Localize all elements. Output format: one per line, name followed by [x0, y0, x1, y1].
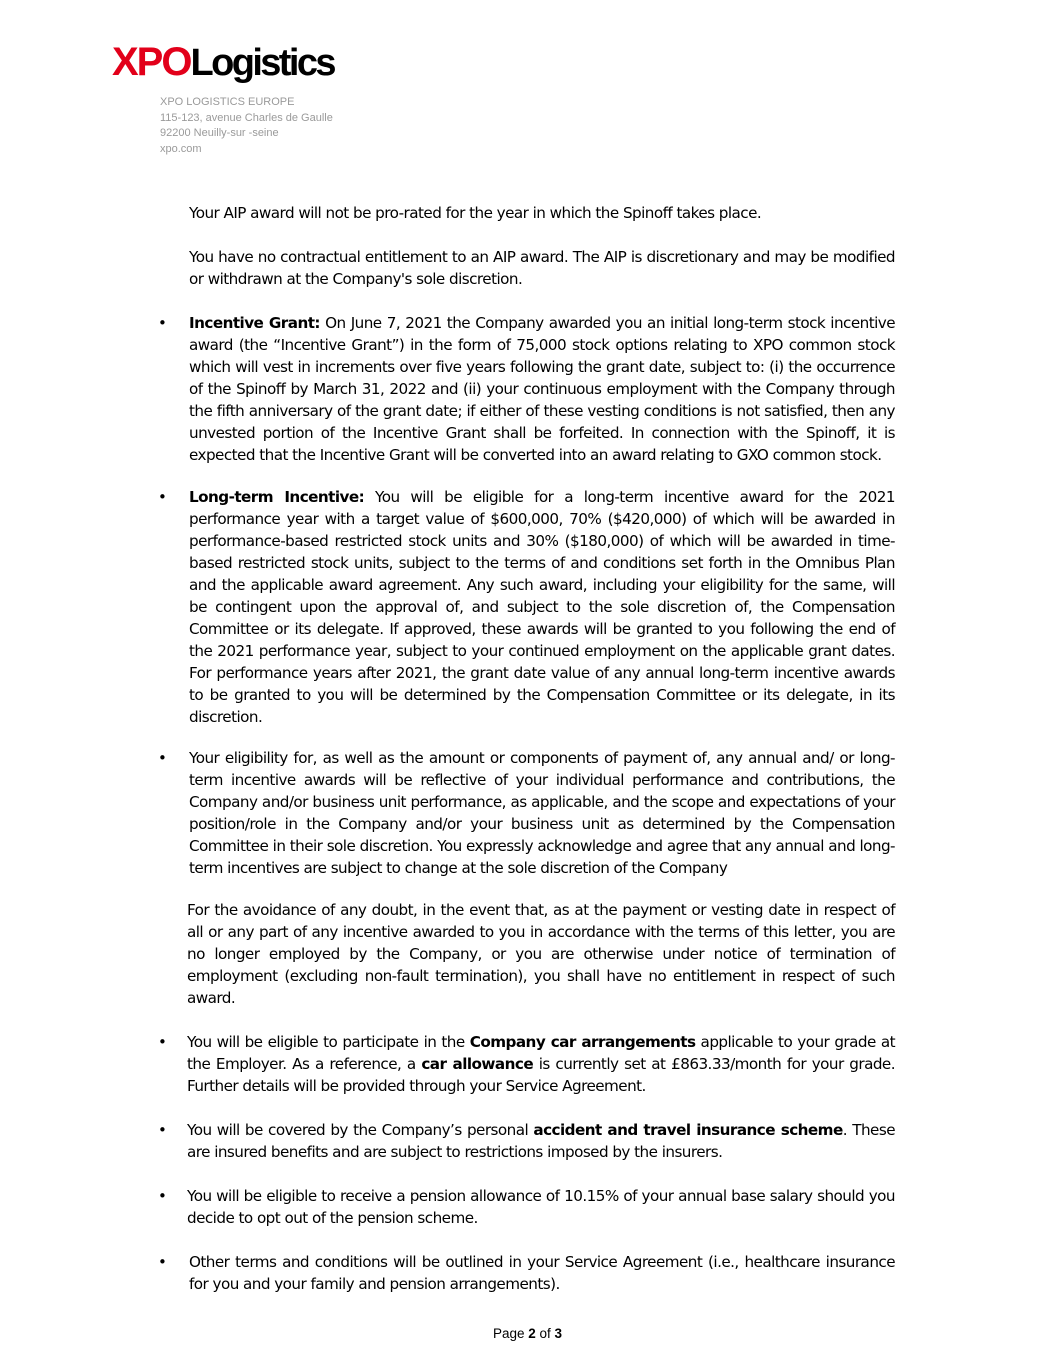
- bullet: •: [158, 1033, 167, 1051]
- logo-xpo: XPO: [112, 40, 191, 84]
- insurance-text-2: . These are insured benefits and are subject to restrictions imposed by the insurers.: [187, 1121, 895, 1161]
- car-text-1: You will be eligible to participate in the: [187, 1033, 470, 1051]
- incentive-grant-item: [189, 312, 895, 466]
- page-label: Page: [492, 1326, 529, 1341]
- address-line-2: 115-123, avenue Charles de Gaulle: [160, 111, 333, 124]
- car-text-3: is currently set at £863.33/month for your grade. Further details will be provided through your Service Agreement.: [187, 1055, 895, 1095]
- aip-entitlement-paragraph: You have no contractual entitlement to an AIP award. The AIP is discretionary and may be modified or withdrawn at the Company's sole discretion.: [189, 248, 895, 288]
- address-line-1: XPO LOGISTICS EUROPE: [160, 96, 295, 108]
- long-term-incentive-item: [189, 486, 895, 728]
- incentive-grant-label: Incentive Grant:: [189, 314, 320, 332]
- insurance-text-1: You will be covered by the Company’s personal: [187, 1121, 534, 1139]
- car-arrangements-label: Company car arrangements: [469, 1033, 696, 1051]
- avoidance-paragraph: For the avoidance of any doubt, in the event that, as at the payment or vesting date in respect of all or any part of any incentive awarded to you in accordance with the terms of this letter, you are no longer employed by the Company, or you are otherwise under notice of termination of employment (excluding non-fault termination), you shall have no entitlement in respect of such award.: [187, 901, 895, 1007]
- address-line-4: xpo.com: [160, 142, 202, 155]
- current-page: 2: [528, 1326, 536, 1341]
- car-allowance-label: car allowance: [421, 1055, 534, 1073]
- page-number: [0, 1326, 1055, 1341]
- aip-prorate-paragraph: Your AIP award will not be pro-rated for the year in which the Spinoff takes place.: [189, 204, 762, 222]
- bullet: •: [158, 1187, 167, 1205]
- xpo-logistics-logo: [112, 40, 334, 84]
- bullet: •: [158, 314, 167, 332]
- bullet: •: [158, 488, 167, 506]
- car-text-2: applicable to your grade at the Employer. As a reference, a: [187, 1033, 895, 1073]
- address-line-3: 92200 Neuilly-sur -seine: [160, 127, 279, 139]
- company-car-item: [187, 1031, 895, 1097]
- page-of: of: [535, 1326, 555, 1341]
- insurance-scheme-label: accident and travel insurance scheme: [533, 1121, 843, 1139]
- bullet: •: [158, 749, 167, 767]
- insurance-item: [187, 1119, 895, 1163]
- eligibility-item: Your eligibility for, as well as the amount or components of payment of, any annual and/ or long-term incentive awards will be reflective of your individual performance and contributions, the Company and/or business unit performance, as applicable, and the scope and expectations of your position/role in the Company and/or your business unit as determined by the Compensation Committee in their sole discretion. You expressly acknowledge and agree that any annual and long-term incentives are subject to change at the sole discretion of the Company: [189, 749, 895, 877]
- total-pages: 3: [554, 1326, 563, 1341]
- bullet: •: [158, 1121, 167, 1139]
- pension-item: You will be eligible to receive a pension allowance of 10.15% of your annual base salary should you decide to opt out of the pension scheme.: [187, 1187, 895, 1227]
- long-term-incentive-text: You will be eligible for a long-term incentive award for the 2021 performance year with a target value of $600,000, 70% ($420,000) of which will be awarded in performance-based restricted stock units and 30% ($180,000) of which will be awarded in time-based restricted stock units, subject to the terms of and conditions set forth in the Omnibus Plan and the applicable award agreement. Any such award, including your eligibility for the same, will be contingent upon the approval of, and subject to the sole discretion of, the Compensation Committee or its delegate. If approved, these awards will be granted to you following the end of the 2021 performance year, subject to your continued employment on the applicable grant dates. For performance years after 2021, the grant date value of any annual long-term incentive awards to be granted to you will be determined by the Compensation Committee or its delegate, in its discretion.: [189, 488, 895, 726]
- logo-logistics: Logistics: [190, 42, 334, 84]
- long-term-incentive-label: Long-term Incentive:: [189, 488, 365, 506]
- incentive-grant-text: On June 7, 2021 the Company awarded you an initial long-term stock incentive award (the “Incentive Grant”) in the form of 75,000 stock options relating to XPO common stock which will vest in increments over five years following the grant date, subject to: (i) the occurrence of the Spinoff by March 31, 2022 and (ii) your continuous employment with the Company through the fifth anniversary of the grant date; if either of these vesting conditions is not satisfied, then any unvested portion of the Incentive Grant shall be forfeited. In connection with the Spinoff, it is expected that the Incentive Grant will be converted into an award relating to GXO common stock.: [189, 314, 895, 464]
- other-terms-item: Other terms and conditions will be outlined in your Service Agreement (i.e., healthcare insurance for you and your family and pension arrangements).: [189, 1253, 895, 1293]
- company-address: [160, 95, 333, 157]
- bullet: •: [158, 1253, 167, 1271]
